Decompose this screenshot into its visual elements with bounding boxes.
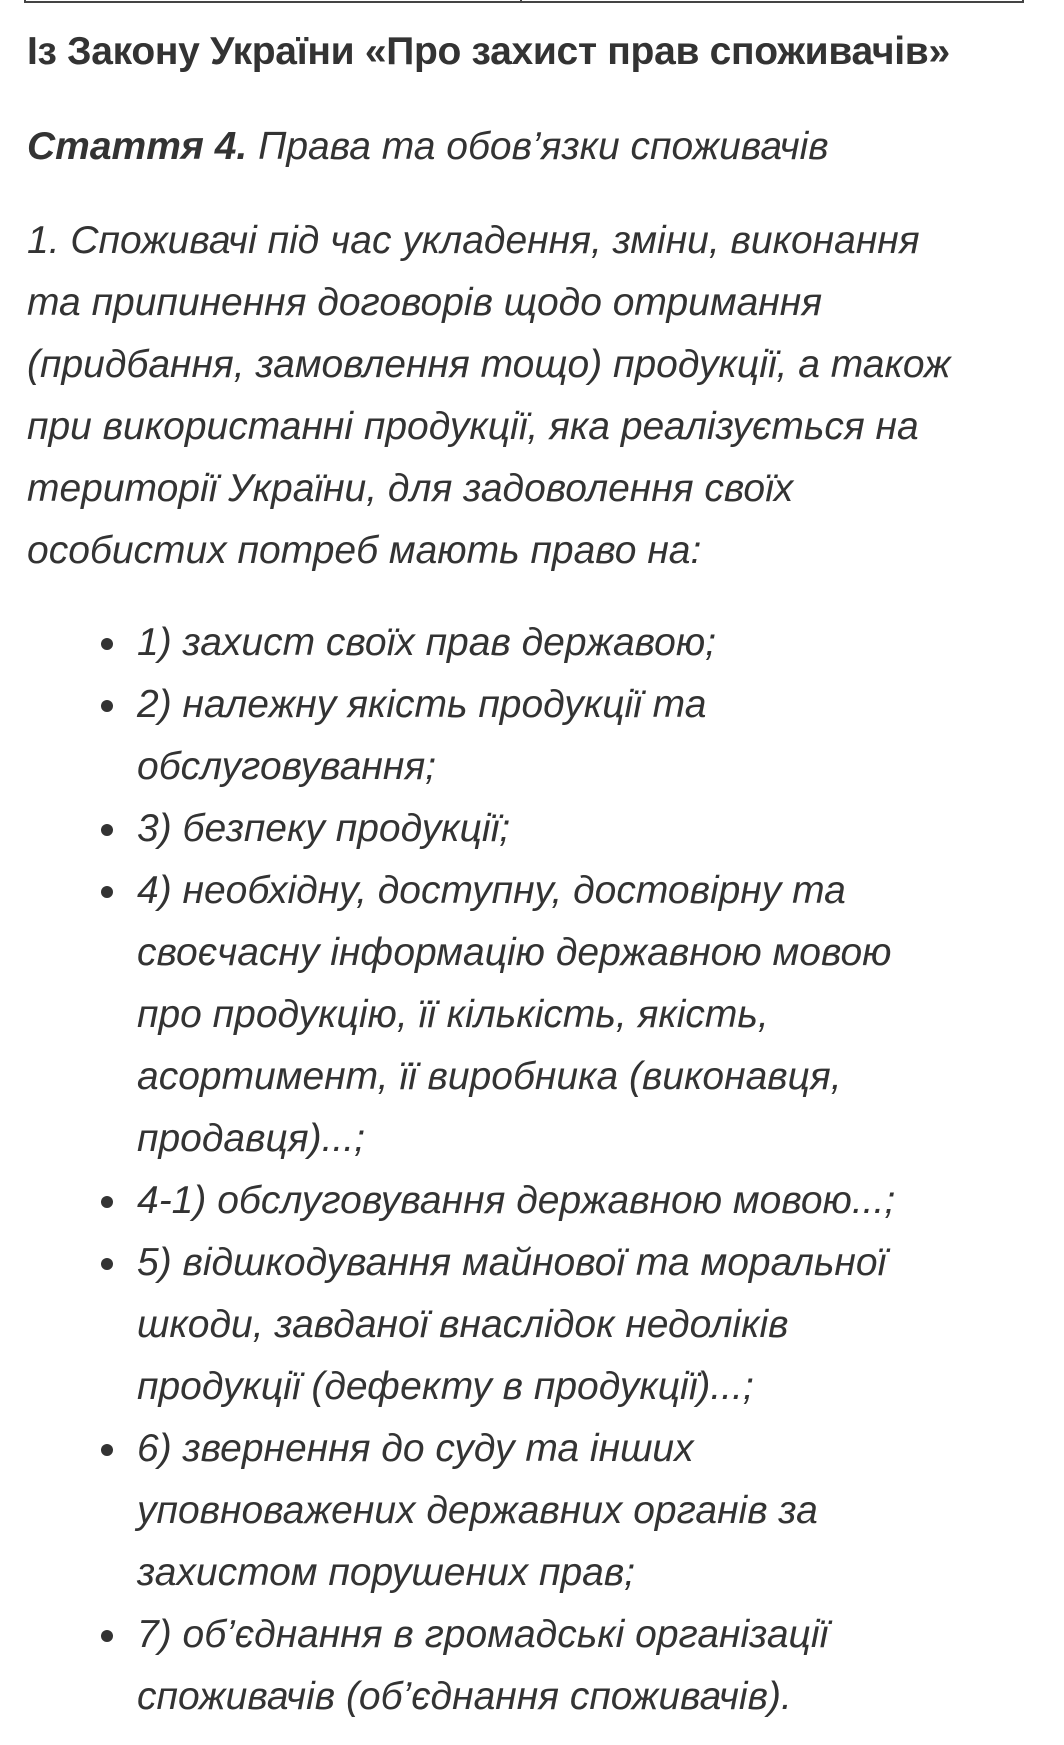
list-item xyxy=(0,1604,1064,1728)
top-frame-divider xyxy=(520,0,522,3)
rights-list xyxy=(0,612,1064,1728)
page-heading: Із Закону України «Про захист прав споживачів» xyxy=(27,30,950,73)
list-item xyxy=(0,674,1064,798)
list-item-line: захистом порушених прав; xyxy=(137,1551,636,1594)
list-item-line: продавця)...; xyxy=(137,1117,365,1160)
list-item-line: 1) захист своїх прав державою; xyxy=(137,621,717,664)
bullet-icon xyxy=(101,638,113,650)
list-item-line: продукції (дефекту в продукції)...; xyxy=(137,1365,754,1408)
list-item-line: про продукцію, її кількість, якість, xyxy=(137,993,769,1036)
bullet-icon xyxy=(101,886,113,898)
list-item xyxy=(0,612,1064,674)
article-title-text: Права та обов’язки споживачів xyxy=(258,125,829,168)
paragraph-line: 1. Споживачі під час укладення, зміни, виконання xyxy=(27,219,920,262)
list-item xyxy=(0,798,1064,860)
paragraph-line: території України, для задоволення своїх xyxy=(27,467,794,510)
bullet-icon xyxy=(101,824,113,836)
list-item-line: своєчасну інформацію державною мовою xyxy=(137,931,892,974)
list-item xyxy=(0,860,1064,1170)
bullet-icon xyxy=(101,1196,113,1208)
paragraph-line: при використанні продукції, яка реалізується на xyxy=(27,405,919,448)
top-frame-border xyxy=(24,0,1024,3)
paragraph-line: особистих потреб мають право на: xyxy=(27,529,702,572)
list-item-line: асортимент, її виробника (виконавця, xyxy=(137,1055,842,1098)
bullet-icon xyxy=(101,1444,113,1456)
intro-paragraph xyxy=(27,210,1027,582)
list-item-line: 3) безпеку продукції; xyxy=(137,807,511,850)
list-item xyxy=(0,1232,1064,1418)
list-item xyxy=(0,1170,1064,1232)
article-number: Стаття 4. xyxy=(27,125,248,168)
list-item-line: 4-1) обслуговування державною мовою...; xyxy=(137,1179,896,1222)
list-item-line: 4) необхідну, доступну, достовірну та xyxy=(137,869,846,912)
list-item xyxy=(0,1418,1064,1604)
bullet-icon xyxy=(101,1630,113,1642)
paragraph-line: (придбання, замовлення тощо) продукції, а також xyxy=(27,343,951,386)
list-item-line: споживачів (об’єднання споживачів). xyxy=(137,1675,792,1718)
list-item-line: шкоди, завданої внаслідок недоліків xyxy=(137,1303,789,1346)
list-item-line: 2) належну якість продукції та xyxy=(137,683,707,726)
bullet-icon xyxy=(101,700,113,712)
article-title xyxy=(27,125,829,169)
paragraph-line: та припинення договорів щодо отримання xyxy=(27,281,823,324)
list-item-line: 6) звернення до суду та інших xyxy=(137,1427,694,1470)
list-item-line: 5) відшкодування майнової та моральної xyxy=(137,1241,887,1284)
list-item-line: уповноважених державних органів за xyxy=(137,1489,818,1532)
bullet-icon xyxy=(101,1258,113,1270)
list-item-line: обслуговування; xyxy=(137,745,437,788)
list-item-line: 7) об’єднання в громадські організації xyxy=(137,1613,829,1656)
